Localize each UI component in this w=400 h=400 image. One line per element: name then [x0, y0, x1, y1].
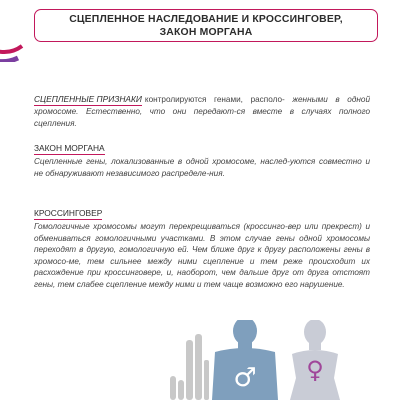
section-heading: ЗАКОН МОРГАНА: [34, 143, 105, 153]
section-lead: контролируются генами, располо-: [144, 95, 285, 104]
section-heading: СЦЕПЛЕННЫЕ ПРИЗНАКИ: [34, 94, 142, 104]
title-line-2: ЗАКОН МОРГАНА: [159, 26, 253, 38]
human-figures-illustration: [150, 320, 400, 400]
section-linked-traits: [34, 94, 370, 129]
section-body: Гомологичные хромосомы могут перекрещиваться (кроссинго-вер или прекрест) и обмениваться гомологичными участками. В этом случае гены одной хромосомы переходят в другую, гомологичную ей. Чем ближе друг к другу расположены гены в хромосо-ме, тем сильнее между ними сцепление и тем реже происходит их расхождение при кроссинговере, и, наоборот, чем дальше друг от друга отстоят гены, тем слабее сцепление между ними и тем чаще возможно его нарушение.: [34, 222, 370, 289]
page-title: [34, 9, 378, 42]
male-symbol: ♂: [233, 363, 257, 393]
chromosome-icon: [170, 334, 209, 400]
section-body: Сцепленные гены, локализованные в одной хромосоме, наслед-уются совместно и не обнаруживают независимого распределе-ния.: [34, 157, 370, 178]
section-text: [34, 94, 370, 129]
female-symbol: ♀: [306, 356, 324, 384]
section-body: женными в одной хромосоме. Естественно, что они передают-ся вместе в случаях полного сцепления.: [34, 95, 370, 128]
section-crossing-over: [34, 208, 370, 291]
logo-icon: [0, 0, 26, 62]
title-line-1: СЦЕПЛЕННОЕ НАСЛЕДОВАНИЕ И КРОССИНГОВЕР,: [69, 13, 343, 25]
section-morgan-law: [34, 143, 370, 179]
section-heading: КРОССИНГОВЕР: [34, 208, 103, 218]
